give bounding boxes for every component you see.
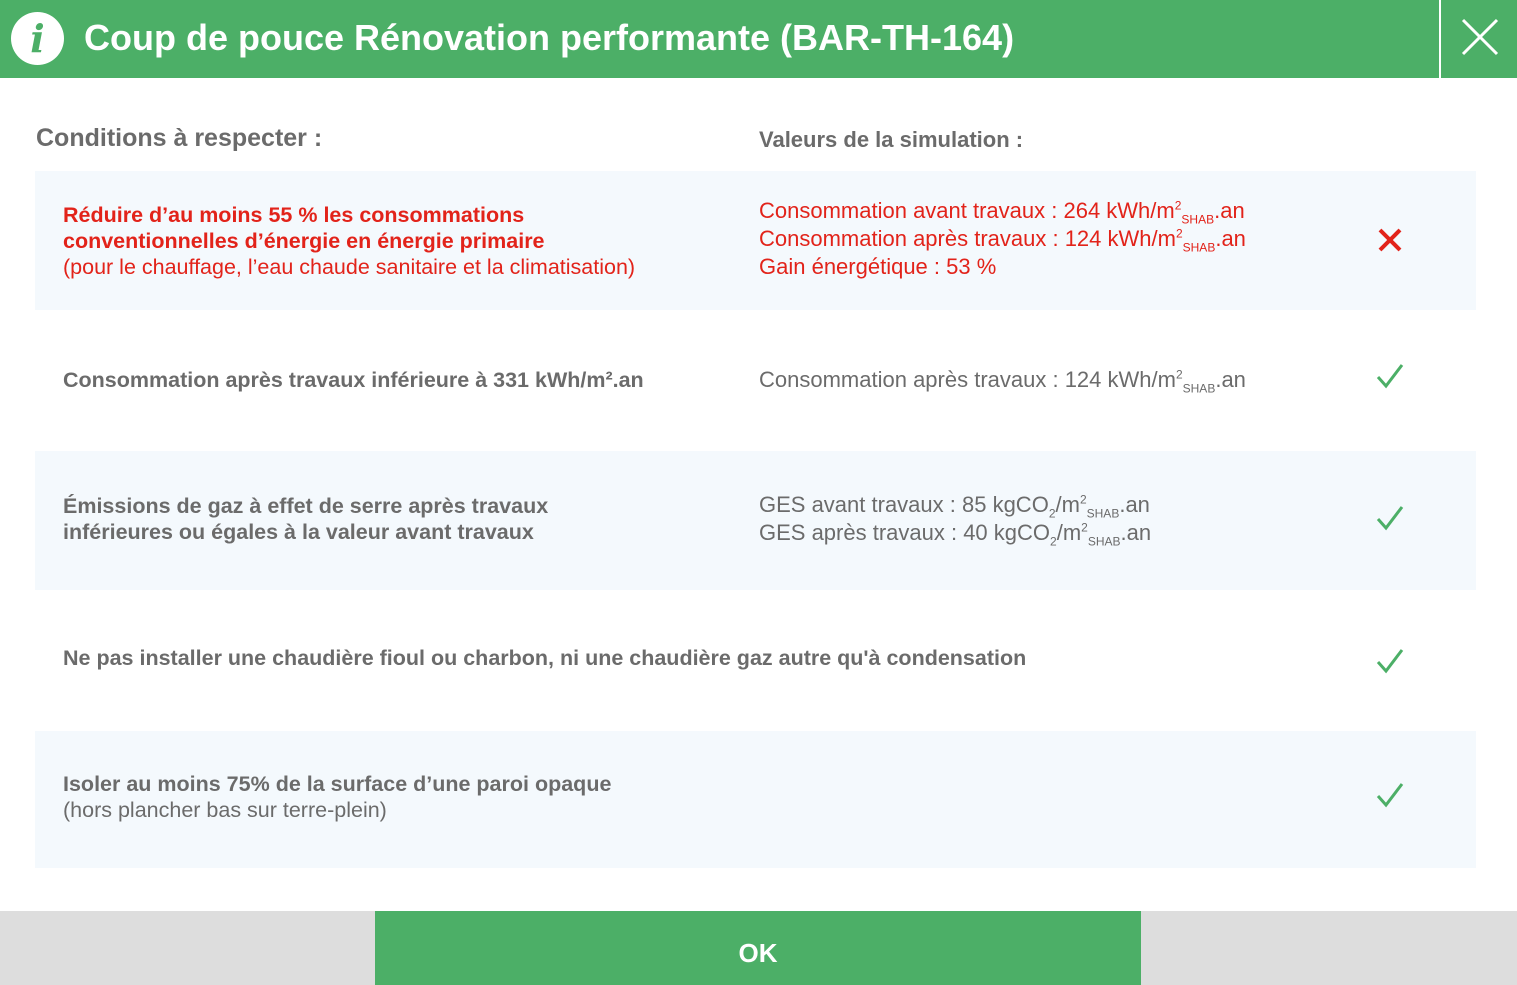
ok-button[interactable]: OK	[375, 911, 1141, 985]
values-heading: Valeurs de la simulation :	[759, 127, 1024, 152]
value-line: GES avant travaux : 85 $kgCO_2/m^2_{SHAB}.an$	[759, 492, 1150, 521]
condition-text: Réduire d’au moins 55 % les consommations conventionnelles d’énergie en énergie primaire (pour le chauffage, l’eau chaude sanitaire et la climatisation)	[63, 203, 636, 279]
value-line: Consommation après travaux : 124 kWh/$m^2_{SHAB}.an$	[759, 367, 1246, 396]
info-icon: i	[11, 12, 64, 65]
condition-row-boiler	[35, 590, 1476, 731]
condition-text: Isoler au moins 75% de la surface d’une paroi opaque (hors plancher bas sur terre-plein)	[63, 772, 612, 822]
condition-row-energy-reduction	[35, 171, 1476, 310]
simulation-values	[759, 491, 1151, 547]
condition-row-ghg-emissions	[35, 451, 1476, 590]
value-line: GES après travaux : 40 $kgCO_2/m^2_{SHAB}.an$	[759, 520, 1152, 549]
check-icon	[1375, 361, 1405, 391]
condition-text: Émissions de gaz à effet de serre après travaux inférieures ou égales à la valeur avant travaux	[63, 494, 549, 544]
simulation-values	[759, 366, 1246, 394]
value-line: Consommation avant travaux : 264 kWh/$m^2_{SHAB}.an$	[759, 198, 1245, 227]
value-line: Consommation après travaux : 124 kWh/$m^2_{SHAB}.an$	[759, 226, 1246, 255]
value-line: Gain énergétique : 53 %	[759, 254, 997, 279]
condition-text: Ne pas installer une chaudière fioul ou charbon, ni une chaudière gaz autre qu'à condensation	[63, 646, 1027, 670]
cross-icon	[1375, 225, 1405, 255]
simulation-values	[759, 197, 1246, 281]
dialog-header	[0, 0, 1517, 78]
check-icon	[1375, 503, 1405, 533]
dialog-title: Coup de pouce Rénovation performante (BAR-TH-164)	[84, 17, 1015, 58]
conditions-heading: Conditions à respecter :	[36, 124, 323, 152]
close-icon	[1461, 18, 1499, 56]
condition-row-max-consumption	[35, 310, 1476, 451]
condition-row-insulation	[35, 731, 1476, 868]
condition-text: Consommation après travaux inférieure à 331 kWh/m².an	[63, 368, 644, 392]
close-button[interactable]	[1441, 0, 1517, 78]
check-icon	[1375, 646, 1405, 676]
check-icon	[1375, 780, 1405, 810]
